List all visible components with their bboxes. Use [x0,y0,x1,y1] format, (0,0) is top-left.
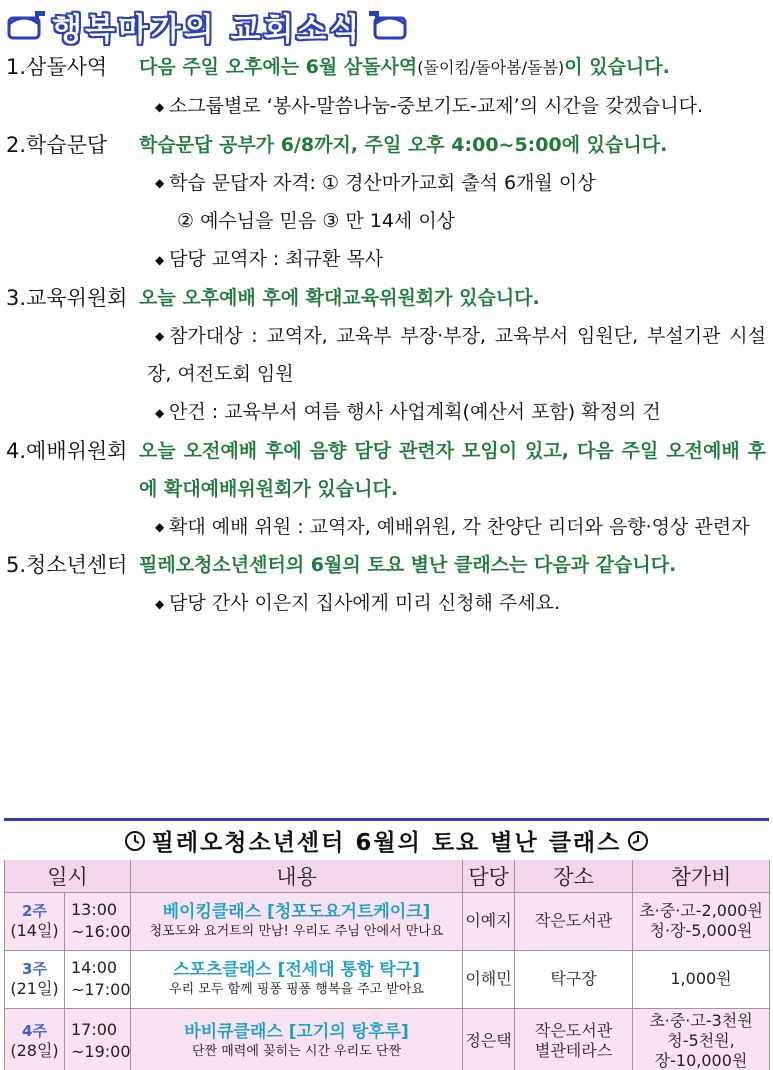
item-lead: 오늘 오후예배 후에 확대교육위원회가 있습니다. [139,286,540,309]
page-title: 행복마가의 교회소식 [52,11,363,48]
item-detail: ◆ 학습 문답자 자격: ① 경산마가교회 출석 6개월 이상 [139,164,766,203]
clock-icon [124,830,146,852]
item-lead: 필레오청소년센터의 6월의 토요 별난 클래스는 다음과 같습니다. [139,554,677,576]
news-items [6,48,766,623]
place-cell: 작은도서관 별관테라스 [515,1008,633,1070]
item-lead: 학습문답 공부가 6/8까지, 주일 오후 4:00~5:00에 있습니다. [139,133,668,156]
diamond-bullet-icon: ◆ [155,329,165,343]
date-cell: 4주 (28일) [5,1008,65,1070]
mailbox-icon [6,8,46,44]
place-cell: 작은도서관 [515,892,633,950]
clock-icon [627,830,649,852]
item-label: 2.학습문답 [6,132,108,157]
news-item-5 [6,546,766,623]
diamond-bullet-icon: ◆ [155,596,165,611]
header-place: 장소 [515,860,633,892]
date-cell: 3주 (21일) [5,950,65,1008]
item-label: 3.교육위원회 [6,285,128,310]
item-detail: ◆ 안건 : 교육부서 여름 행사 사업계획(예산서 포함) 확정의 건 [139,393,766,432]
item-detail: ② 예수님을 믿음 ③ 만 14세 이상 [177,210,456,232]
diamond-bullet-icon: ◆ [155,405,165,420]
header-fee: 참가비 [633,860,770,892]
table-row [5,950,770,1008]
table-row [5,1008,770,1070]
item-detail: ◆ 확대 예배 위원 : 교역자, 예배위원, 각 찬양단 리더와 음향·영상 관련자 [139,508,766,547]
item-detail: ◆ 담당 간사 이은지 집사에게 미리 신청해 주세요. [139,584,766,623]
diamond-bullet-icon: ◆ [155,252,165,267]
item-lead: 다음 주일 오후에는 6월 삼돌사역(돌이킴/돌아봄/돌봄)이 있습니다. [139,56,670,78]
diamond-bullet-icon: ◆ [155,176,165,190]
content-cell: 스포츠클래스 [전세대 통합 탁구] 우리 모두 함께 핑퐁 핑퐁 행복을 주고 받아요 [131,950,463,1008]
date-cell: 2주 (14일) [5,892,65,950]
item-detail: ◆ 소그룹별로 ‘봉사-말씀나눔-중보기도-교제’의 시간을 갖겠습니다. [139,87,766,126]
page-header [6,4,476,48]
place-cell: 탁구장 [515,950,633,1008]
item-label: 5.청소년센터 [6,553,128,577]
time-cell: 17:00 ~19:00 [65,1008,131,1070]
fee-cell: 1,000원 [633,950,770,1008]
content-cell: 바비큐클래스 [고기의 탕후루] 단짠 매력에 꽂히는 시간 우리도 단짠 [131,1008,463,1070]
fee-cell: 초·중·고-3천원 청-5천원, 장-10,000원 [633,1008,770,1070]
diamond-bullet-icon: ◆ [155,520,165,534]
item-lead: 오늘 오전예배 후에 음향 담당 관련자 모임이 있고, 다음 주일 오전예배 후에 확대예배위원회가 있습니다. [139,439,766,500]
item-detail: ◆ 담당 교역자 : 최규환 목사 [139,240,766,279]
table-row [5,892,770,950]
leader-cell: 이해민 [463,950,515,1008]
news-item-2 [6,126,766,279]
header-content: 내용 [131,860,463,892]
news-item-3 [6,279,766,432]
header-leader: 담당 [463,860,515,892]
diamond-bullet-icon: ◆ [155,99,165,114]
content-cell: 베이킹클래스 [청포도요거트케이크] 청포도와 요거트의 만남! 우리도 주님 안에서 만나요 [131,892,463,950]
header-datetime: 일시 [5,860,131,892]
class-table [4,860,770,1070]
class-title-bar [4,818,769,860]
class-schedule [4,818,769,1070]
news-item-1 [6,48,766,126]
table-header-row [5,860,770,892]
time-cell: 13:00 ~16:00 [65,892,131,950]
leader-cell: 이예지 [463,892,515,950]
mailbox-icon [368,8,408,44]
leader-cell: 정은택 [463,1008,515,1070]
news-item-4 [6,432,766,547]
fee-cell: 초·중·고-2,000원 청·장-5,000원 [633,892,770,950]
class-title: 필레오청소년센터 6월의 토요 별난 클래스 [151,830,622,856]
item-label: 4.예배위원회 [6,438,128,463]
time-cell: 14:00 ~17:00 [65,950,131,1008]
item-detail: ◆ 참가대상 : 교역자, 교육부 부장·부장, 교육부서 임원단, 부설기관 시설장, 여전도회 임원 [139,317,766,394]
item-label: 1.삼돌사역 [6,55,108,79]
